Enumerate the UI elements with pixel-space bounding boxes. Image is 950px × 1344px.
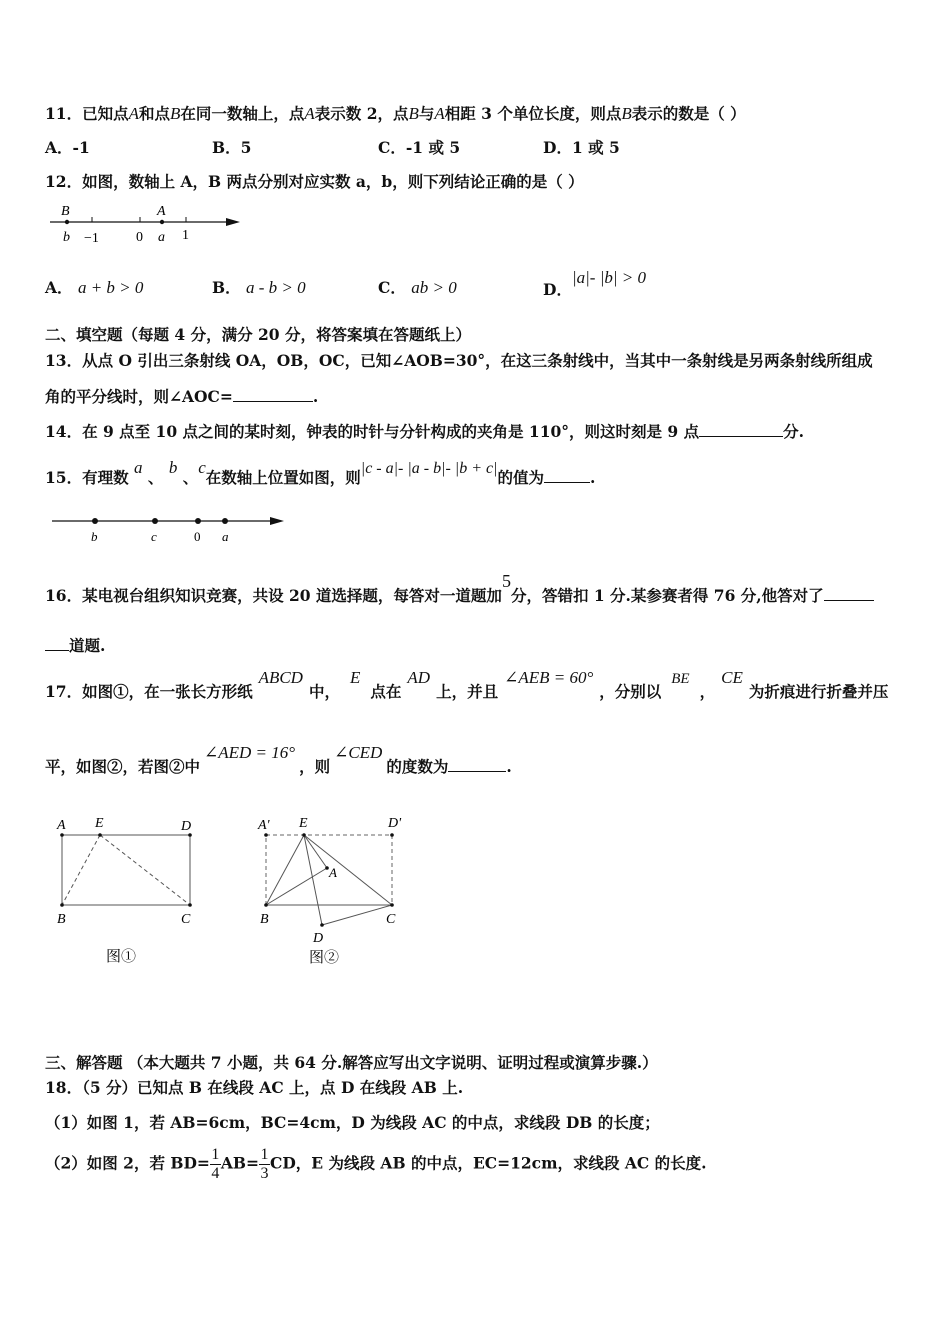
q14-tail: 分. xyxy=(783,422,804,441)
q12-stem: 12．如图，数轴上 A，B 两点分别对应实数 a，b，则下列结论正确的是（ ） xyxy=(45,172,584,191)
label-D-prime: D' xyxy=(388,816,402,831)
q12-option-c[interactable] xyxy=(378,276,457,298)
q17-text: ，分别以 xyxy=(599,682,662,701)
segment-ba xyxy=(266,868,327,905)
q11-var: B xyxy=(621,104,632,123)
vertex-b xyxy=(60,903,64,907)
option-label: B． xyxy=(212,278,241,297)
option-label: C． xyxy=(378,138,406,157)
label-B: B xyxy=(57,912,66,927)
answer-blank[interactable] xyxy=(233,387,313,402)
q18-part1: （1）如图 1，若 AB=6cm，BC=4cm，D 为线段 AC 的中点，求线段 DB 的长度； xyxy=(45,1113,660,1132)
label-A: A xyxy=(57,818,66,833)
option-value: 1 或 5 xyxy=(571,138,620,157)
fraction-one-third xyxy=(259,1146,270,1183)
q11-number: 11． xyxy=(45,104,83,123)
label-c: c xyxy=(151,529,157,544)
q13-line2 xyxy=(45,385,318,407)
q17-text: 的度数为 xyxy=(386,757,449,776)
q18-text: （2）如图 2，若 BD= xyxy=(45,1153,210,1173)
label-B: B xyxy=(61,204,70,219)
label-C: C xyxy=(386,912,396,927)
q17-text: . xyxy=(506,757,512,776)
q11-var: B xyxy=(408,104,419,123)
vertex-a1 xyxy=(264,833,268,837)
q11-option-c[interactable] xyxy=(378,136,460,158)
q17-text: 平，如图②，若图②中 xyxy=(45,757,201,776)
option-expr: a + b > 0 xyxy=(77,278,144,297)
vertex-b xyxy=(264,903,268,907)
option-label: A． xyxy=(45,278,73,297)
label-b: b xyxy=(91,529,98,544)
caption-fig2: 图② xyxy=(309,950,340,966)
q15-var: a xyxy=(133,458,143,477)
fraction-numerator: 1 xyxy=(211,1146,220,1163)
q17-line2 xyxy=(45,741,512,776)
q16-text: 分，答错扣 1 分.某参赛者得 76 分,他答对了 xyxy=(510,586,824,605)
option-value: -1 或 5 xyxy=(405,138,461,157)
q18-part2 xyxy=(45,1146,707,1183)
vertex-d xyxy=(320,923,324,927)
q11-option-d[interactable] xyxy=(543,136,620,158)
label-D: D xyxy=(313,931,324,946)
q17-text: ，则 xyxy=(299,757,331,776)
label-E: E xyxy=(95,816,104,831)
q12-option-d[interactable] xyxy=(543,266,647,299)
q11-option-a[interactable] xyxy=(45,136,90,158)
q15-end: . xyxy=(590,468,596,487)
q11-text: 在同一数轴上，点 xyxy=(180,104,305,123)
q18-stem: 18．（5 分）已知点 B 在线段 AC 上，点 D 在线段 AB 上. xyxy=(45,1078,464,1097)
option-label: C． xyxy=(378,278,406,297)
q11-option-b[interactable] xyxy=(212,136,251,158)
q11-var: B xyxy=(170,104,181,123)
fraction-one-quarter xyxy=(210,1146,221,1183)
q17-math: AD xyxy=(407,668,431,687)
segment-ec xyxy=(304,835,392,905)
point-b xyxy=(65,220,69,224)
point-a xyxy=(160,220,164,224)
label-a: a xyxy=(222,529,229,544)
q17-text: 17．如图①，在一张长方形纸 xyxy=(45,682,253,701)
vertex-c xyxy=(390,903,394,907)
q12-number-line-figure xyxy=(44,200,254,246)
q18-text: AB= xyxy=(220,1153,260,1173)
q15-expression: |c - a|- |a - b|- |b + c| xyxy=(360,460,498,477)
q17-math: ∠CED xyxy=(334,743,383,762)
label-D: D xyxy=(181,819,192,834)
option-label: D． xyxy=(543,280,572,299)
fraction-denominator: 4 xyxy=(211,1165,220,1182)
option-expr: ab > 0 xyxy=(411,278,457,297)
label-b: b xyxy=(63,230,70,245)
label-C: C xyxy=(181,912,191,927)
q15 xyxy=(45,456,596,487)
section3-heading: 三、解答题 （本大题共 7 小题，共 64 分.解答应写出文字说明、证明过程或演算步骤.） xyxy=(45,1053,658,1072)
q13-tail: . xyxy=(312,387,319,406)
axis-arrow xyxy=(270,517,284,525)
q11-var: A xyxy=(304,104,315,123)
option-expr: a - b > 0 xyxy=(246,278,306,297)
label-a: a xyxy=(158,230,165,245)
q17-text: 点在 xyxy=(370,682,402,701)
option-value: -1 xyxy=(72,138,90,157)
label-A-prime: A' xyxy=(258,818,270,833)
q11-text: 和点 xyxy=(138,104,170,123)
q11-text: 与 xyxy=(418,104,435,123)
q11-var: A xyxy=(434,104,445,123)
q17-math: CE xyxy=(721,668,743,687)
segment-eb xyxy=(266,835,304,905)
q16-text: 16．某电视台组织知识竞赛，共设 20 道选择题，每答对一道题加 xyxy=(45,586,502,605)
answer-blank[interactable] xyxy=(448,757,506,772)
option-label: B． xyxy=(212,138,241,157)
q17-math: ABCD xyxy=(258,668,303,687)
q11-text: 相距 3 个单位长度，则点 xyxy=(444,104,622,123)
option-expr: |a|- |b| > 0 xyxy=(571,268,647,287)
label-0: 0 xyxy=(136,230,143,245)
q17-text: ， xyxy=(699,682,716,701)
q18-text: CD，E 为线段 AB 的中点，EC=12cm，求线段 AC 的长度. xyxy=(270,1153,707,1173)
option-value: 5 xyxy=(240,138,252,157)
q11-text: 表示的数是（ ） xyxy=(631,104,746,123)
q16-text: 道题. xyxy=(69,636,106,655)
q11-var: A xyxy=(128,104,139,123)
q14-text: 14．在 9 点至 10 点之间的某时刻，钟表的时针与分针构成的夹角是 110°，则这时刻是 9 点 xyxy=(45,422,700,441)
label-0: 0 xyxy=(194,529,201,544)
q15-sep: 、 xyxy=(182,468,199,487)
vertex-e xyxy=(302,833,306,837)
q16-line2 xyxy=(45,634,105,656)
q17-text: 上，并且 xyxy=(436,682,499,701)
option-label: A． xyxy=(45,138,73,157)
point-b xyxy=(92,518,98,524)
caption-fig1: 图① xyxy=(106,949,137,965)
q15-text: 的值为 xyxy=(497,468,545,487)
label-B: B xyxy=(260,912,269,927)
q11-text: 已知点 xyxy=(82,104,129,123)
fold-line-be xyxy=(62,835,100,905)
answer-blank[interactable] xyxy=(824,586,874,601)
q15-text: 在数轴上位置如图，则 xyxy=(205,468,361,487)
q17-figure-1 xyxy=(50,812,210,972)
fold-line-ce xyxy=(100,835,190,905)
q15-text: 15．有理数 xyxy=(45,468,129,487)
point-a xyxy=(222,518,228,524)
rectangle-abcd xyxy=(62,835,190,905)
option-label: D． xyxy=(543,138,572,157)
segment-dc xyxy=(322,905,392,925)
fraction-denominator: 3 xyxy=(260,1165,269,1182)
q17-math: BE xyxy=(671,671,690,687)
q16-score: 5 xyxy=(501,571,511,591)
answer-blank-cont[interactable] xyxy=(45,636,69,651)
fraction-numerator: 1 xyxy=(260,1146,269,1163)
answer-blank[interactable] xyxy=(699,422,783,437)
q13-text: 角的平分线时，则∠AOC= xyxy=(45,387,233,406)
q17-math: ∠AED = 16° xyxy=(204,743,296,762)
q14 xyxy=(45,420,804,442)
q17-text: 中， xyxy=(308,682,340,701)
vertex-e xyxy=(98,833,102,837)
label-1: 1 xyxy=(182,228,189,243)
label-neg1: −1 xyxy=(84,231,99,246)
q11-text: 表示数 2，点 xyxy=(314,104,409,123)
answer-blank[interactable] xyxy=(544,468,590,483)
q16-line1 xyxy=(45,570,874,605)
q17-line1 xyxy=(45,666,889,701)
axis-arrow xyxy=(226,218,240,226)
label-E: E xyxy=(299,816,308,831)
q15-var: b xyxy=(168,458,178,477)
vertex-d1 xyxy=(390,833,394,837)
vertex-c xyxy=(188,903,192,907)
point-0 xyxy=(195,518,201,524)
q15-sep: 、 xyxy=(147,468,164,487)
q15-var: c xyxy=(198,458,206,477)
label-A: A xyxy=(157,204,166,219)
q17-text: 为折痕进行折叠并压 xyxy=(748,682,889,701)
q13-line1: 13．从点 O 引出三条射线 OA，OB，OC，已知∠AOB=30°，在这三条射线中，当其中一条射线是另两条射线所组成 xyxy=(45,351,873,370)
vertex-a xyxy=(60,833,64,837)
q17-math: ∠AEB = 60° xyxy=(504,668,594,687)
q17-figure-2 xyxy=(252,810,422,975)
q17-math: E xyxy=(349,668,361,687)
q11-stem xyxy=(45,102,746,124)
q12-option-a[interactable] xyxy=(45,276,143,298)
q15-number-line-figure xyxy=(48,510,293,548)
point-c xyxy=(152,518,158,524)
section2-heading: 二、填空题（每题 4 分，满分 20 分，将答案填在答题纸上） xyxy=(45,325,471,344)
label-A: A xyxy=(329,865,337,880)
q12-option-b[interactable] xyxy=(212,276,306,298)
